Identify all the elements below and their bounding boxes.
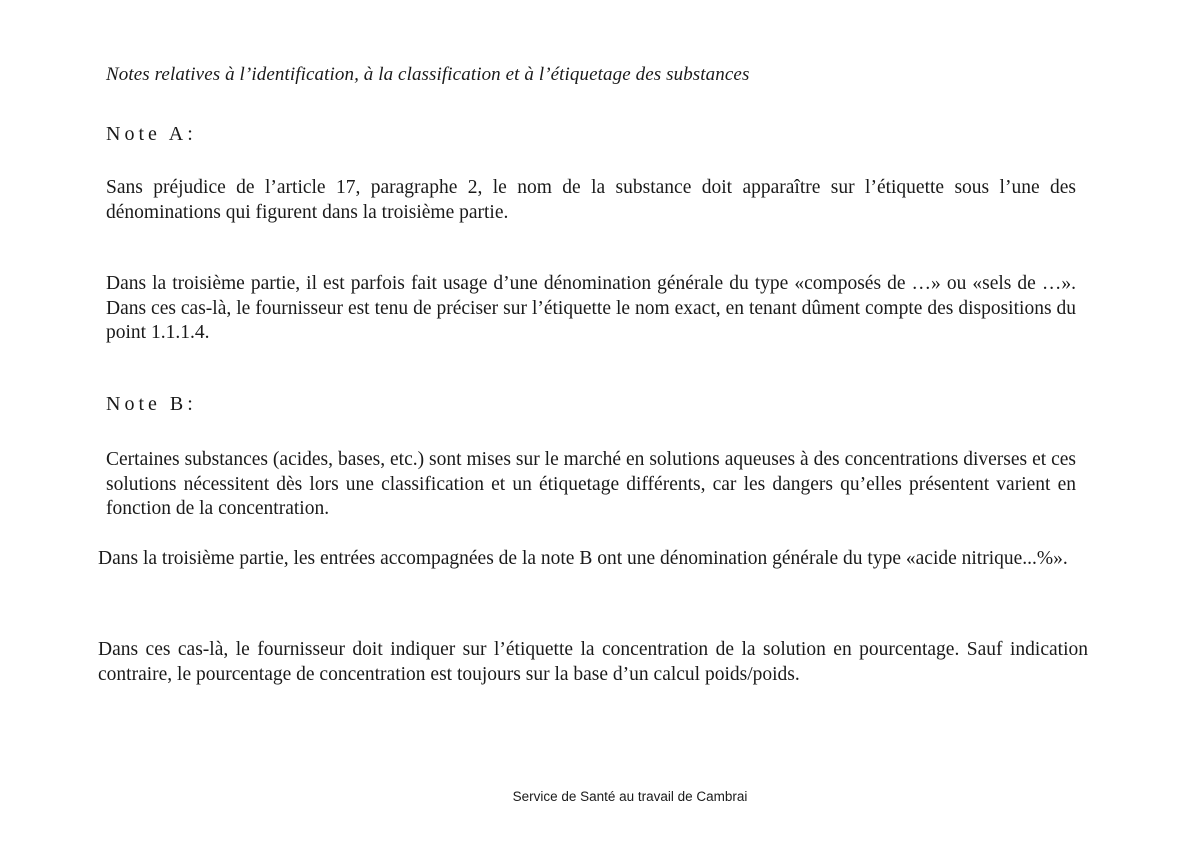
document-heading: Notes relatives à l’identification, à la classification et à l’étiquetage des substances (106, 64, 750, 85)
note-b-paragraph-2: Dans la troisième partie, les entrées accompagnées de la note B ont une dénomination générale du type «acide nitrique...%». (98, 548, 1068, 569)
note-b-paragraph-1: Certaines substances (acides, bases, etc.) sont mises sur le marché en solutions aqueuses à des concentrations diverses et ces solutions nécessitent dès lors une classification et un étiquetage différents, car les dangers qu’elles présentent varient en fonction de la concentration. (106, 449, 1076, 519)
note-a-label: Note A: (106, 123, 197, 145)
note-b-paragraph-3: Dans ces cas-là, le fournisseur doit indiquer sur l’étiquette la concentration de la solution en pourcentage. Sauf indication contraire, le pourcentage de concentration est toujours sur la base d’un calcul poids/poids. (98, 639, 1088, 685)
note-a-paragraph-2: Dans la troisième partie, il est parfois fait usage d’une dénomination générale du type «composés de …» ou «sels de …». Dans ces cas-là, le fournisseur est tenu de préciser sur l’étiquette le nom exact, en tenant dûment compte des dispositions du point 1.1.1.4. (106, 273, 1076, 343)
page-footer: Service de Santé au travail de Cambrai (512, 789, 748, 804)
note-a-paragraph-1: Sans préjudice de l’article 17, paragraphe 2, le nom de la substance doit apparaître sur l’étiquette sous l’une des dénominations qui figurent dans la troisième partie. (106, 177, 1076, 223)
note-b-label: Note B: (106, 393, 197, 415)
